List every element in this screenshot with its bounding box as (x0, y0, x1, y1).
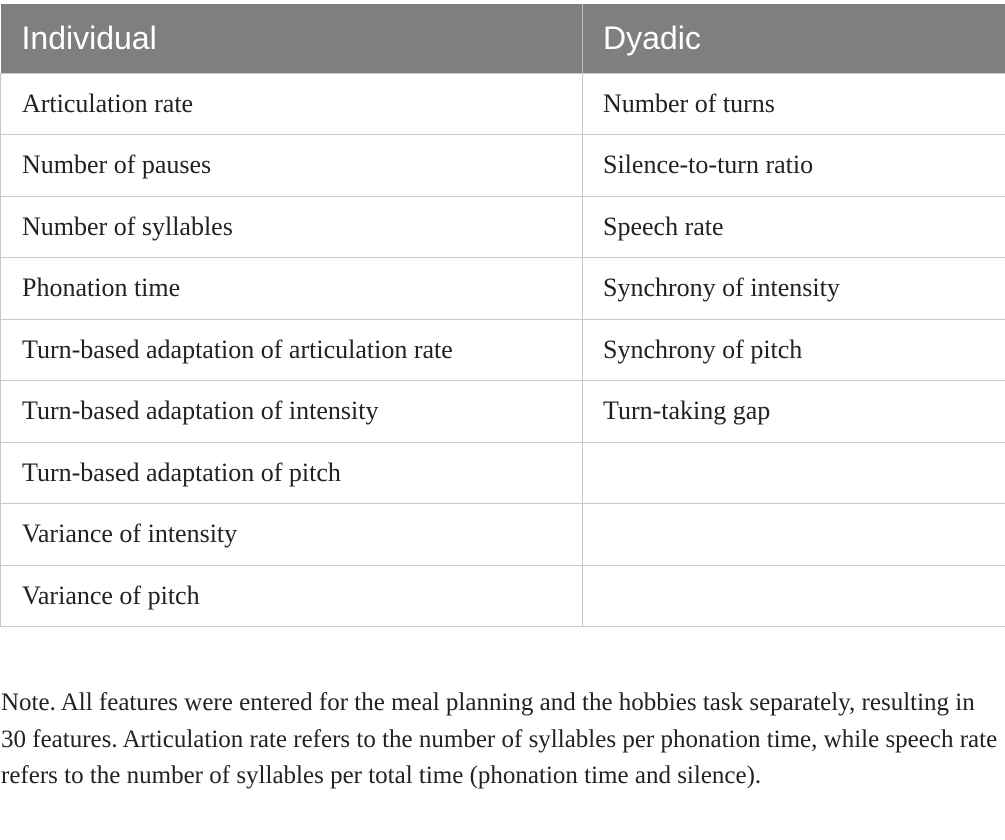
table-cell-dyadic: Silence-to-turn ratio (583, 135, 1005, 197)
table-cell-individual: Turn-based adaptation of intensity (1, 381, 583, 443)
table-cell-dyadic (583, 442, 1005, 504)
table-header-row (1, 4, 1005, 73)
table-row (1, 258, 1005, 320)
table-footnote: Note. All features were entered for the meal planning and the hobbies task separately, resulting in 30 features. Articulation rate refers to the number of syllables per phonation time, while speech rate refers to the number of syllables per total time (phonation time and silence). (1, 689, 998, 789)
column-header-dyadic: Dyadic (583, 4, 1005, 73)
table-cell-individual: Articulation rate (1, 73, 583, 135)
table-cell-dyadic: Speech rate (583, 196, 1005, 258)
table-cell-individual: Turn-based adaptation of articulation rate (1, 319, 583, 381)
table-row (1, 504, 1005, 566)
table-row (1, 196, 1005, 258)
table-row (1, 442, 1005, 504)
column-header-individual: Individual (1, 4, 583, 73)
table-cell-dyadic (583, 565, 1005, 627)
table-row (1, 381, 1005, 443)
table-row (1, 135, 1005, 197)
table-cell-dyadic: Number of turns (583, 73, 1005, 135)
table-cell-dyadic: Turn-taking gap (583, 381, 1005, 443)
table-cell-individual: Variance of intensity (1, 504, 583, 566)
table-row (1, 565, 1005, 627)
table-cell-dyadic: Synchrony of pitch (583, 319, 1005, 381)
table-cell-dyadic (583, 504, 1005, 566)
table-cell-individual: Number of pauses (1, 135, 583, 197)
table-cell-individual: Phonation time (1, 258, 583, 320)
table-cell-individual: Number of syllables (1, 196, 583, 258)
table-cell-dyadic: Synchrony of intensity (583, 258, 1005, 320)
table-cell-individual: Turn-based adaptation of pitch (1, 442, 583, 504)
features-table (0, 4, 1005, 627)
table-row (1, 319, 1005, 381)
table-cell-individual: Variance of pitch (1, 565, 583, 627)
table-row (1, 73, 1005, 135)
